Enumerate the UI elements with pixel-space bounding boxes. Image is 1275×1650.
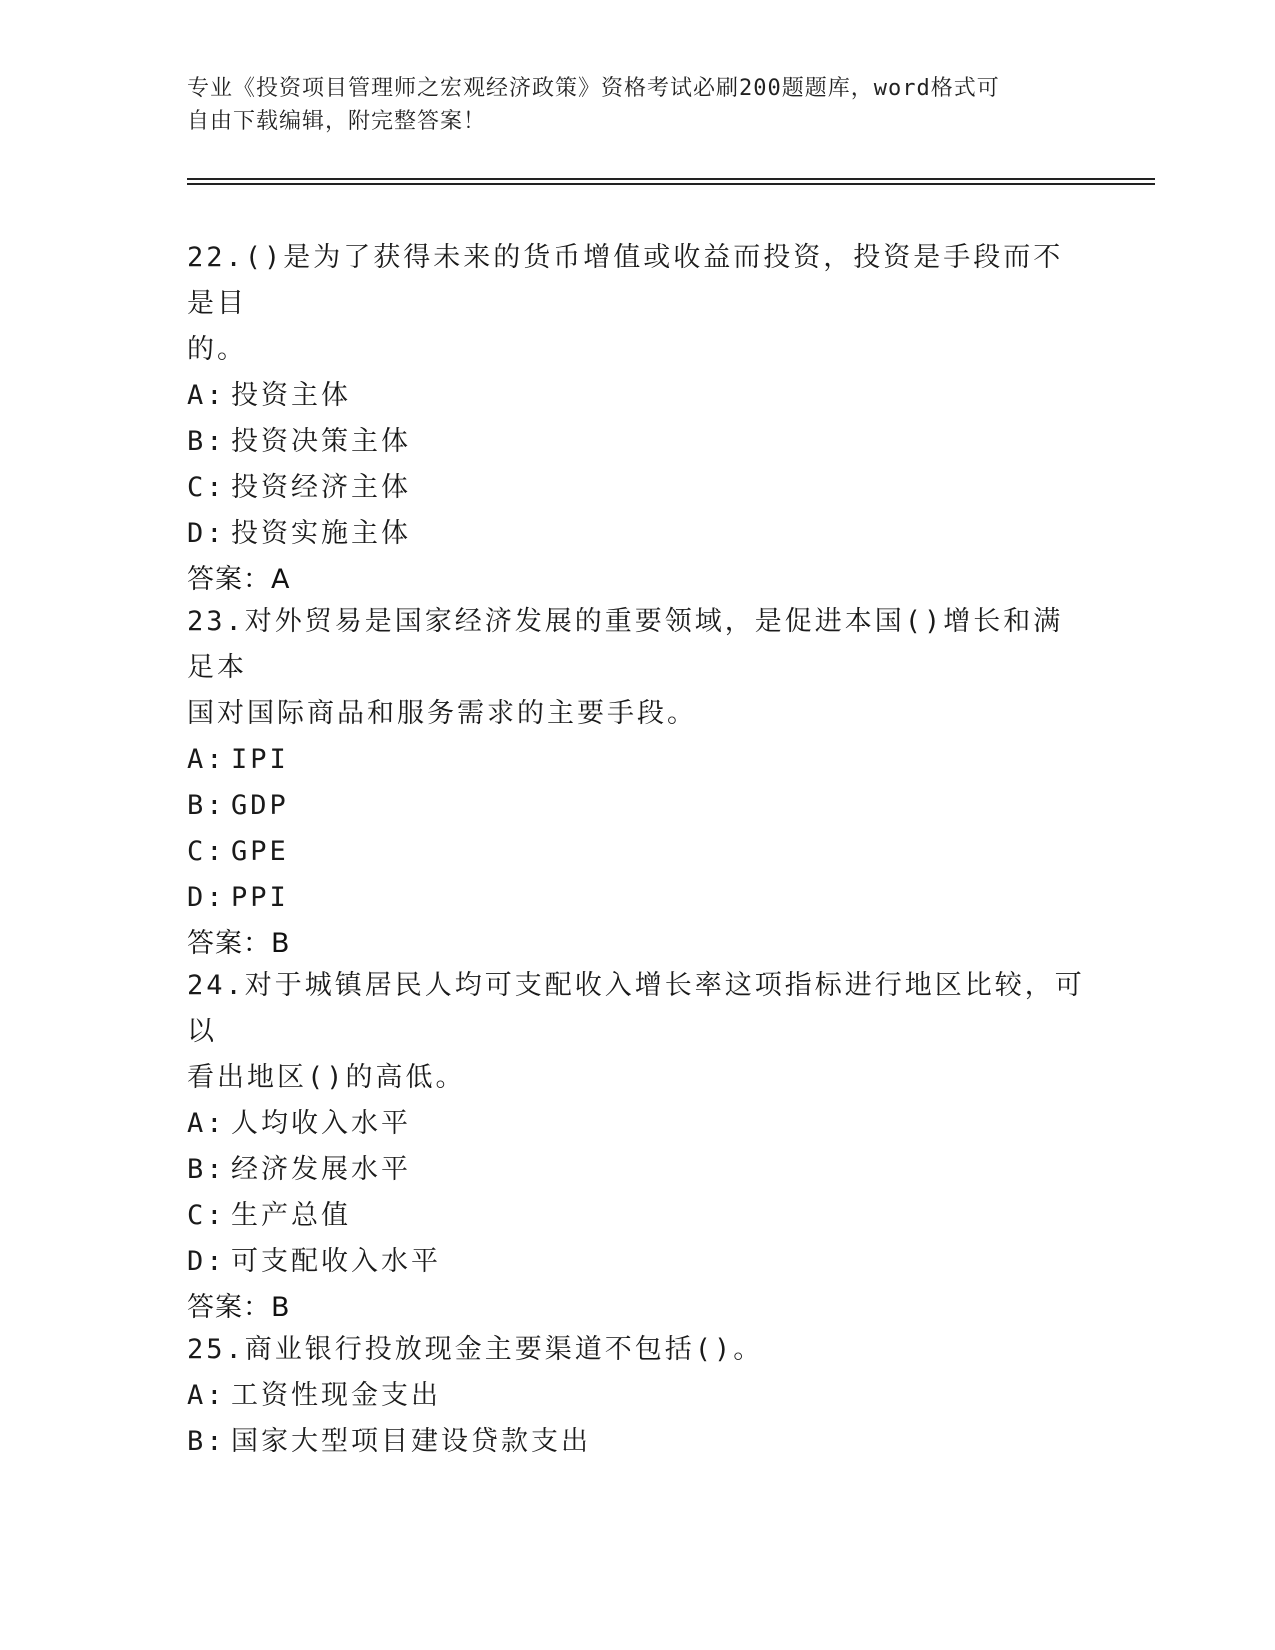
option-text: PPI bbox=[231, 882, 289, 913]
question-text-line-2: 国对国际商品和服务需求的主要手段。 bbox=[187, 698, 697, 729]
header-divider-top bbox=[187, 178, 1155, 180]
option-letter: D: bbox=[187, 518, 226, 549]
option-text: GPE bbox=[231, 836, 289, 867]
option-text: 经济发展水平 bbox=[231, 1154, 411, 1185]
option-d bbox=[187, 1239, 1087, 1285]
document-header bbox=[187, 72, 1067, 138]
option-text: 投资实施主体 bbox=[231, 518, 411, 549]
option-letter: A: bbox=[187, 1108, 226, 1139]
option-c bbox=[187, 465, 1087, 511]
option-text: 投资主体 bbox=[231, 380, 351, 411]
option-d bbox=[187, 511, 1087, 557]
option-letter: A: bbox=[187, 380, 226, 411]
header-divider-bottom bbox=[187, 183, 1155, 185]
option-b bbox=[187, 1419, 1087, 1465]
option-letter: C: bbox=[187, 1200, 226, 1231]
option-text: IPI bbox=[231, 744, 289, 775]
question-24 bbox=[187, 963, 1087, 1331]
option-a bbox=[187, 373, 1087, 419]
option-text: 工资性现金支出 bbox=[231, 1380, 441, 1411]
option-letter: A: bbox=[187, 1380, 226, 1411]
option-text: 国家大型项目建设贷款支出 bbox=[231, 1426, 591, 1457]
header-line-2: 自由下载编辑，附完整答案！ bbox=[187, 109, 487, 134]
option-text: 投资决策主体 bbox=[231, 426, 411, 457]
question-text-line-1: 24.对于城镇居民人均可支配收入增长率这项指标进行地区比较，可以 bbox=[187, 970, 1085, 1047]
option-a bbox=[187, 737, 1087, 783]
option-letter: C: bbox=[187, 472, 226, 503]
answer-line: 答案：B bbox=[187, 928, 291, 959]
question-text-line-2: 看出地区()的高低。 bbox=[187, 1062, 466, 1093]
header-line-1: 专业《投资项目管理师之宏观经济政策》资格考试必刷200题题库，word格式可 bbox=[187, 76, 1000, 101]
question-text-line-2: 的。 bbox=[187, 334, 247, 365]
option-text: 可支配收入水平 bbox=[231, 1246, 441, 1277]
option-d bbox=[187, 875, 1087, 921]
question-23 bbox=[187, 599, 1087, 967]
option-letter: A: bbox=[187, 744, 226, 775]
answer-line: 答案：A bbox=[187, 564, 291, 595]
option-letter: B: bbox=[187, 426, 226, 457]
option-letter: D: bbox=[187, 1246, 226, 1277]
option-c bbox=[187, 1193, 1087, 1239]
option-b bbox=[187, 1147, 1087, 1193]
option-b bbox=[187, 783, 1087, 829]
option-letter: C: bbox=[187, 836, 226, 867]
question-22 bbox=[187, 235, 1087, 603]
option-b bbox=[187, 419, 1087, 465]
option-a bbox=[187, 1101, 1087, 1147]
question-text-line-1: 23.对外贸易是国家经济发展的重要领域，是促进本国()增长和满足本 bbox=[187, 606, 1064, 683]
question-text-line-1: 22.()是为了获得未来的货币增值或收益而投资，投资是手段而不是目 bbox=[187, 242, 1064, 319]
option-text: 人均收入水平 bbox=[231, 1108, 411, 1139]
answer-line: 答案：B bbox=[187, 1292, 291, 1323]
question-text-line-1: 25.商业银行投放现金主要渠道不包括()。 bbox=[187, 1334, 764, 1365]
option-letter: B: bbox=[187, 1426, 226, 1457]
option-letter: B: bbox=[187, 1154, 226, 1185]
option-letter: B: bbox=[187, 790, 226, 821]
option-text: GDP bbox=[231, 790, 289, 821]
option-text: 生产总值 bbox=[231, 1200, 351, 1231]
option-c bbox=[187, 829, 1087, 875]
option-text: 投资经济主体 bbox=[231, 472, 411, 503]
option-a bbox=[187, 1373, 1087, 1419]
question-25 bbox=[187, 1327, 1087, 1465]
option-letter: D: bbox=[187, 882, 226, 913]
